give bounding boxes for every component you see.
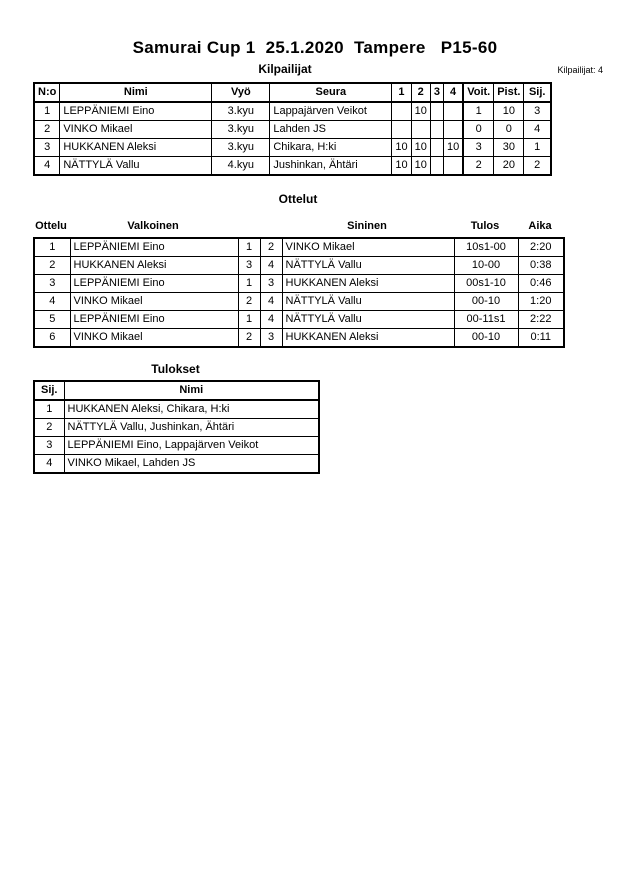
result-row	[34, 419, 319, 437]
results-header	[34, 381, 319, 400]
cell: HUKKANEN Aleksi	[282, 329, 454, 348]
cell: 1:20	[518, 293, 564, 311]
competitors-header	[34, 83, 551, 102]
col-header: Sij.	[524, 83, 551, 102]
cell: 2	[260, 238, 282, 257]
cell: 1	[34, 400, 64, 419]
cell: 4	[260, 311, 282, 329]
cell: 10	[411, 139, 430, 157]
cell	[430, 102, 443, 121]
cell: 1	[524, 139, 551, 157]
cell: 2	[34, 121, 60, 139]
match-row	[34, 275, 564, 293]
col-header	[259, 220, 281, 232]
cell: 4	[34, 293, 70, 311]
cell: 5	[34, 311, 70, 329]
cell: 3	[238, 257, 260, 275]
cell: 3.kyu	[212, 102, 270, 121]
cell: 10-00	[454, 257, 518, 275]
cell: 20	[494, 157, 524, 176]
col-header: 2	[411, 83, 430, 102]
competitors-table	[33, 82, 552, 176]
match-row	[34, 311, 564, 329]
col-header: Seura	[270, 83, 392, 102]
col-header: Ottelu	[35, 220, 67, 232]
cell: 2	[238, 329, 260, 348]
cell: 0:46	[518, 275, 564, 293]
cell: 10	[494, 102, 524, 121]
cell: 4	[260, 257, 282, 275]
competitor-row	[34, 121, 551, 139]
competitors-header-row	[33, 62, 603, 78]
cell: VINKO Mikael	[70, 329, 238, 348]
competitor-row	[34, 157, 551, 176]
cell: 3	[34, 437, 64, 455]
cell	[443, 121, 463, 139]
cell: 00s1-10	[454, 275, 518, 293]
results-table	[33, 380, 320, 474]
match-row	[34, 238, 564, 257]
cell: NÄTTYLÄ Vallu	[282, 293, 454, 311]
cell: 1	[34, 102, 60, 121]
cell: LEPPÄNIEMI Eino, Lappajärven Veikot	[64, 437, 319, 455]
cell: HUKKANEN Aleksi	[60, 139, 212, 157]
cell: 1	[238, 238, 260, 257]
cell: 3	[34, 139, 60, 157]
cell: 3.kyu	[212, 121, 270, 139]
col-header: Pist.	[494, 83, 524, 102]
cell: VINKO Mikael	[60, 121, 212, 139]
cell: 00-10	[454, 329, 518, 348]
cell: 6	[34, 329, 70, 348]
col-header: 4	[443, 83, 463, 102]
cell	[392, 121, 411, 139]
cell: Lappajärven Veikot	[270, 102, 392, 121]
cell: NÄTTYLÄ Vallu	[60, 157, 212, 176]
cell: 3	[260, 275, 282, 293]
cell: 10	[392, 139, 411, 157]
cell: 4	[34, 455, 64, 474]
cell: 10s1-00	[454, 238, 518, 257]
cell: HUKKANEN Aleksi	[282, 275, 454, 293]
col-header: Nimi	[64, 381, 319, 400]
cell: 1	[238, 275, 260, 293]
col-header: N:o	[34, 83, 60, 102]
cell: 00-10	[454, 293, 518, 311]
cell: NÄTTYLÄ Vallu	[282, 311, 454, 329]
cell: Lahden JS	[270, 121, 392, 139]
match-row	[34, 293, 564, 311]
cell: HUKKANEN Aleksi, Chikara, H:ki	[64, 400, 319, 419]
cell: NÄTTYLÄ Vallu, Jushinkan, Ähtäri	[64, 419, 319, 437]
cell: 3.kyu	[212, 139, 270, 157]
cell	[392, 102, 411, 121]
col-header: 3	[430, 83, 443, 102]
competitors-count: Kilpailijat: 4	[557, 65, 603, 75]
match-row	[34, 257, 564, 275]
col-header: Tulos	[470, 220, 500, 232]
cell: 3	[34, 275, 70, 293]
col-header: Voit.	[463, 83, 494, 102]
page-title: Samurai Cup 1 25.1.2020 Tampere P15-60	[132, 38, 498, 57]
cell: 4.kyu	[212, 157, 270, 176]
cell: 2	[34, 419, 64, 437]
competitor-row	[34, 139, 551, 157]
cell: 1	[238, 311, 260, 329]
cell: 1	[34, 238, 70, 257]
cell	[430, 139, 443, 157]
cell	[430, 121, 443, 139]
result-row	[34, 437, 319, 455]
cell: 3	[463, 139, 494, 157]
col-header: Valkoinen	[127, 220, 179, 232]
col-header: 1	[392, 83, 411, 102]
results-heading: Tulokset	[151, 362, 200, 376]
cell: HUKKANEN Aleksi	[70, 257, 238, 275]
col-header: Nimi	[60, 83, 212, 102]
col-header: Sij.	[34, 381, 64, 400]
cell	[430, 157, 443, 176]
col-header	[237, 220, 259, 232]
cell: 2	[238, 293, 260, 311]
cell: LEPPÄNIEMI Eino	[70, 275, 238, 293]
cell: 2:20	[518, 238, 564, 257]
cell: 10	[411, 102, 430, 121]
matches-heading: Ottelut	[278, 192, 318, 206]
cell: 1	[463, 102, 494, 121]
match-row	[34, 329, 564, 348]
cell: 4	[260, 293, 282, 311]
col-header: Aika	[528, 220, 552, 232]
result-row	[34, 455, 319, 474]
cell: LEPPÄNIEMI Eino	[60, 102, 212, 121]
cell	[411, 121, 430, 139]
competitors-heading: Kilpailijat	[258, 62, 312, 76]
cell: 30	[494, 139, 524, 157]
cell: VINKO Mikael	[70, 293, 238, 311]
cell: 2:22	[518, 311, 564, 329]
competitor-row	[34, 102, 551, 121]
cell: VINKO Mikael, Lahden JS	[64, 455, 319, 474]
cell: 2	[34, 257, 70, 275]
cell: 10	[443, 139, 463, 157]
cell: 10	[411, 157, 430, 176]
cell: 00-11s1	[454, 311, 518, 329]
cell	[443, 102, 463, 121]
cell: 0:38	[518, 257, 564, 275]
cell: 2	[524, 157, 551, 176]
cell: LEPPÄNIEMI Eino	[70, 238, 238, 257]
cell: 0	[463, 121, 494, 139]
matches-table	[33, 237, 565, 348]
cell: 10	[392, 157, 411, 176]
cell: 3	[260, 329, 282, 348]
cell: 0:11	[518, 329, 564, 348]
col-header: Sininen	[347, 220, 387, 232]
cell: 4	[524, 121, 551, 139]
cell: 0	[494, 121, 524, 139]
cell	[443, 157, 463, 176]
col-header: Vyö	[212, 83, 270, 102]
cell: LEPPÄNIEMI Eino	[70, 311, 238, 329]
cell: Chikara, H:ki	[270, 139, 392, 157]
cell: NÄTTYLÄ Vallu	[282, 257, 454, 275]
result-row	[34, 400, 319, 419]
cell: Jushinkan, Ähtäri	[270, 157, 392, 176]
cell: 4	[34, 157, 60, 176]
cell: VINKO Mikael	[282, 238, 454, 257]
matches-header-row	[33, 220, 563, 232]
cell: 2	[463, 157, 494, 176]
cell: 3	[524, 102, 551, 121]
